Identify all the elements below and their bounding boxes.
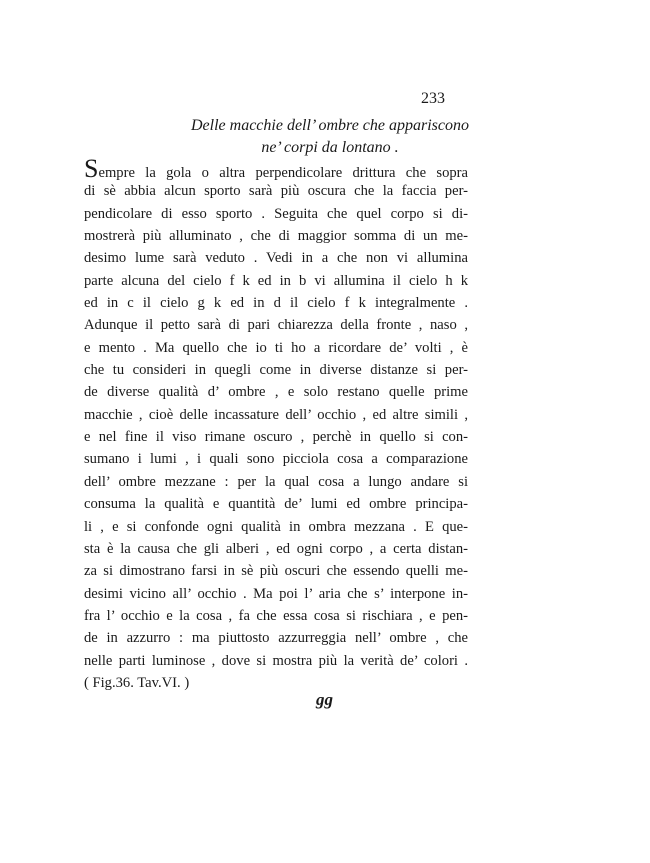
body-line: mostrerà più alluminato , che di maggior somma di un me- bbox=[84, 228, 468, 245]
body-line: sta è la causa che gli alberi , ed ogni corpo , a certa distan- bbox=[84, 540, 468, 557]
body-line: pendicolare di esso sporto . Seguita che quel corpo si di- bbox=[84, 205, 468, 222]
body-line: dell’ ombre mezzane : per la qual cosa a lungo andare si bbox=[84, 473, 468, 490]
body-line: Adunque il petto sarà di pari chiarezza della fronte , naso , bbox=[84, 317, 468, 334]
body-line: de in azzurro : ma piuttosto azzurreggia nell’ ombre , che bbox=[84, 630, 468, 647]
section-heading-line-2: ne’ corpi da lontano . bbox=[261, 139, 399, 156]
body-line: e mento . Ma quello che io ti ho a ricordare de’ volti , è bbox=[84, 339, 468, 356]
body-line: e nel fine il viso rimane oscuro , perchè in quello si con- bbox=[84, 429, 468, 446]
body-line: Sempre la gola o altra perpendicolare drittura che sopra bbox=[84, 154, 468, 183]
body-line: consuma la qualità e quantità de’ lumi ed ombre principa- bbox=[84, 496, 468, 513]
body-line: desimi vicino all’ occhio . Ma poi l’ aria che s’ interpone in- bbox=[84, 585, 468, 602]
body-line: fra l’ occhio e la cosa , fa che essa cosa si rischiara , e pen- bbox=[84, 607, 468, 624]
body-line: sumano i lumi , i quali sono picciola cosa a comparazione bbox=[84, 451, 468, 468]
body-line: nelle parti luminose , dove si mostra più la verità de’ colori . bbox=[84, 652, 468, 669]
page-number: 233 bbox=[421, 90, 445, 107]
body-line: desimo lume sarà veduto . Vedi in a che non vi allumina bbox=[84, 250, 468, 267]
body-line: parte alcuna del cielo f k ed in b vi allumina il cielo h k bbox=[84, 272, 468, 289]
body-line: che tu consideri in quegli come in diverse distanze si per- bbox=[84, 362, 468, 379]
signature-mark: gg bbox=[316, 690, 333, 709]
body-line: za si dimostrano farsi in sè più oscuri che essendo quelli me- bbox=[84, 563, 468, 580]
body-text bbox=[84, 154, 468, 694]
section-heading-line-1: Delle macchie dell’ ombre che appariscono bbox=[191, 117, 469, 134]
body-line: de diverse qualità d’ ombre , e solo restano quelle prime bbox=[84, 384, 468, 401]
body-line: di sè abbia alcun sporto sarà più oscura che la faccia per- bbox=[84, 183, 468, 200]
body-line: li , e si confonde ogni qualità in ombra mezzana . E que- bbox=[84, 518, 468, 535]
body-line: macchie , cioè delle incassature dell’ occhio , ed altre simili , bbox=[84, 406, 468, 423]
figure-reference: ( Fig.36. Tav.VI. ) bbox=[84, 674, 190, 691]
drop-cap: S bbox=[84, 154, 99, 183]
body-line: ed in c il cielo g k ed in d il cielo f k integralmente . bbox=[84, 295, 468, 312]
